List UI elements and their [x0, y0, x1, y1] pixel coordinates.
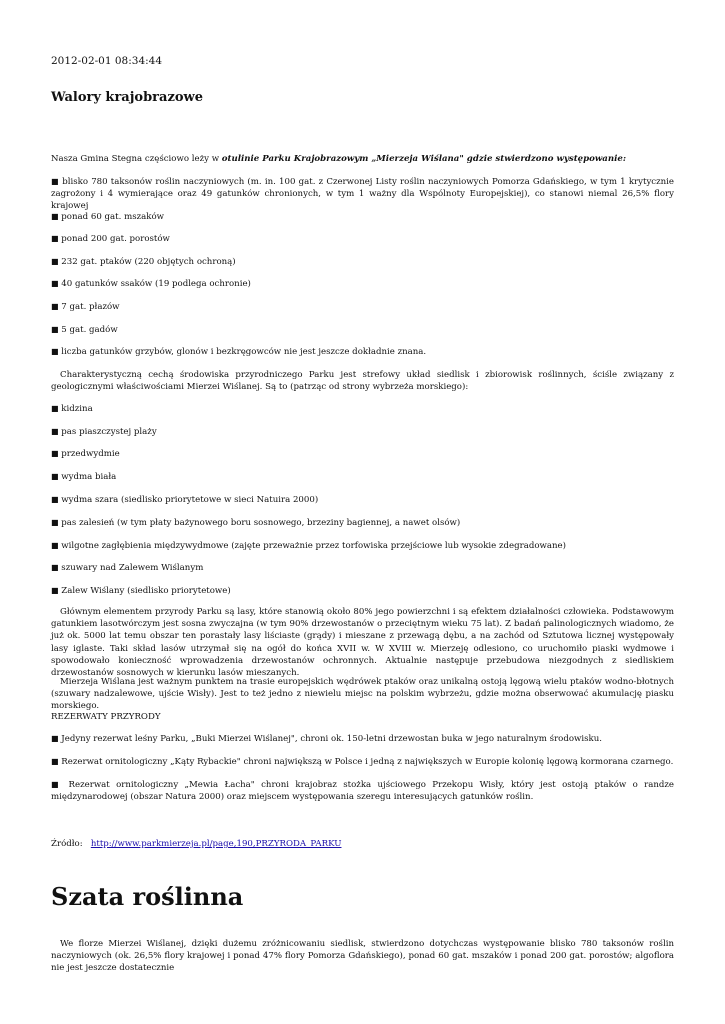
habitat-item: ■ kidzina	[51, 404, 93, 414]
habitat-item: ■ wydma szara (siedlisko priorytetowe w sieci Natuira 2000)	[51, 495, 319, 505]
species-item: ■ 7 gat. płazów	[51, 302, 120, 312]
bullet-square-icon: ■	[51, 325, 59, 334]
bullet-square-icon: ■	[51, 427, 59, 436]
reserve-item: ■ Rezerwat ornitologiczny „Kąty Rybackie" chroni największą w Polsce i jedną z największych w Europie kolonię lęgową kormorana czarnego.	[51, 757, 674, 767]
bullet-square-icon: ■	[51, 234, 59, 243]
species-item: ■ liczba gatunków grzybów, glonów i bezkręgowców nie jest jeszcze dokładnie znana.	[51, 347, 427, 357]
bullet-square-icon: ■	[51, 404, 59, 413]
bullet-square-icon: ■	[51, 734, 59, 743]
bullet-square-icon: ■	[51, 449, 59, 458]
reserves-heading: REZERWATY PRZYRODY	[51, 712, 161, 722]
publish-date: 2012-02-01 08:34:44	[51, 55, 163, 67]
species-item: ■ ponad 60 gat. mszaków	[51, 212, 165, 222]
bullet-square-icon: ■	[51, 347, 59, 356]
source-line	[51, 838, 674, 850]
bullet-square-icon: ■	[51, 780, 63, 789]
intro-emphasis: otulinie Parku Krajobrazowym „Mierzeja Wiślana" gdzie stwierdzono występowanie:	[221, 154, 627, 164]
bullet-square-icon: ■	[51, 563, 59, 572]
bullet-square-icon: ■	[51, 518, 59, 527]
reserve-item: ■ Jedyny rezerwat leśny Parku, „Buki Mierzei Wiślanej", chroni ok. 150-letni drzewostan buka w jego naturalnym środowisku.	[51, 734, 603, 744]
bullet-square-icon: ■	[51, 212, 59, 221]
bullet-square-icon: ■	[51, 495, 59, 504]
intro-text: Nasza Gmina Stegna częściowo leży w	[51, 154, 222, 164]
bullet-square-icon: ■	[51, 279, 59, 288]
bullet-square-icon: ■	[51, 757, 59, 766]
reserve-item: ■ Rezerwat ornitologiczny „Mewia Łacha" chroni krajobraz stożka ujściowego Przekopu Wisły, który jest ostoją ptaków o randze międzynarodowej (obszar Natura 2000) oraz miejscem występowania szeregu interesujących gatunków roślin.	[51, 780, 675, 803]
section-title-szata: Szata roślinna	[51, 882, 244, 911]
intro-paragraph	[51, 153, 674, 165]
bullet-square-icon: ■	[51, 541, 59, 550]
habitat-item: ■ przedwydmie	[51, 449, 120, 459]
bullet-square-icon: ■	[51, 586, 59, 595]
bullet-square-icon: ■	[51, 257, 59, 266]
birds-paragraph: Mierzeja Wiślana jest ważnym punktem na trasie europejskich wędrówek ptaków oraz unikalną ostoją lęgową wielu ptaków wodno-błotnych (szuwary nadzalewowe, ujście Wisły). Jest to też jedno z niewielu miejsc na polskim wybrzeżu, gdzie można obserwować akumulację piasku morskiego.	[51, 677, 674, 712]
source-link[interactable]: http://www.parkmierzeja.pl/page,190,PRZYRODA_PARKU	[90, 839, 342, 849]
species-item: ■ 5 gat. gadów	[51, 325, 118, 335]
bullet-square-icon: ■	[51, 302, 59, 311]
bullet-square-icon: ■	[51, 472, 59, 481]
section-title-walory: Walory krajobrazowe	[51, 90, 203, 105]
habitats-intro: Charakterystyczną cechą środowiska przyrodniczego Parku jest strefowy układ siedlisk i zbiorowisk roślinnych, ściśle związany z geologicznymi właściwościami Mierzei Wiślanej. Są to (patrząc od strony wybrzeża morskiego):	[51, 370, 674, 393]
species-item: ■ 40 gatunków ssaków (19 podlega ochronie)	[51, 279, 251, 289]
habitat-item: ■ szuwary nad Zalewem Wiślanym	[51, 563, 204, 573]
forest-paragraph: Głównym elementem przyrody Parku są lasy, które stanowią około 80% jego powierzchni i są efektem działalności człowieka. Podstawowym gatunkiem lasotwórczym jest sosna zwyczajna (w tym 90% drzewostanów o przeciętnym wieku 75 lat). Z badań palinologicznych wiadomo, że już ok. 5000 lat temu obszar ten porastały lasy liściaste (grądy) i mieszane z przewagą dębu, a na zachód od Sztutowa licznej występowały lasy iglaste. Taki skład lasów utrzymał się na ogół do końca XVII w. W XVIII w. Mierzeję odlesiono, co uruchomiło piaski wydmowe i spowodowało konieczność wprowadzenia drzewostanów ochronnych. Aktualnie następuje przebudowa niezgodnych z siedliskiem drzewostanów sosnowych w kierunku lasów mieszanych.	[51, 607, 674, 679]
source-label: Źródło:	[51, 839, 83, 849]
species-item: ■ ponad 200 gat. porostów	[51, 234, 170, 244]
habitat-item: ■ pas piaszczystej plaży	[51, 427, 157, 437]
habitat-item: ■ wydma biała	[51, 472, 117, 482]
bullet-square-icon: ■	[51, 177, 60, 186]
szata-paragraph: We florze Mierzei Wiślanej, dzięki dużemu zróżnicowaniu siedlisk, stwierdzono dotychczas występowanie blisko 780 taksonów roślin naczyniowych (ok. 26,5% flory krajowej i ponad 47% flory Pomorza Gdańskiego), ponad 60 gat. mszaków i ponad 200 gat. porostów; algoflora nie jest jeszcze dostatecznie	[51, 939, 674, 974]
habitat-item: ■ wilgotne zagłębienia międzywydmowe (zajęte przeważnie przez torfowiska przejściowe lub wysokie zdegradowane)	[51, 541, 566, 551]
habitat-item: ■ Zalew Wiślany (siedlisko priorytetowe)	[51, 586, 231, 596]
species-item: ■ 232 gat. ptaków (220 objętych ochroną)	[51, 257, 236, 267]
species-item: ■ blisko 780 taksonów roślin naczyniowych (m. in. 100 gat. z Czerwonej Listy roślin naczyniowych Pomorza Gdańskiego, w tym 1 krytycznie zagrożony i 4 wymierające oraz 49 gatunków chronionych, w tym 1 ważny dla Wspólnoty Europejskiej), co stanowi niemal 26,5% flory krajowej	[51, 177, 675, 212]
habitat-item: ■ pas zalesień (w tym płaty bażynowego boru sosnowego, brzeziny bagiennej, a nawet olsów)	[51, 518, 461, 528]
